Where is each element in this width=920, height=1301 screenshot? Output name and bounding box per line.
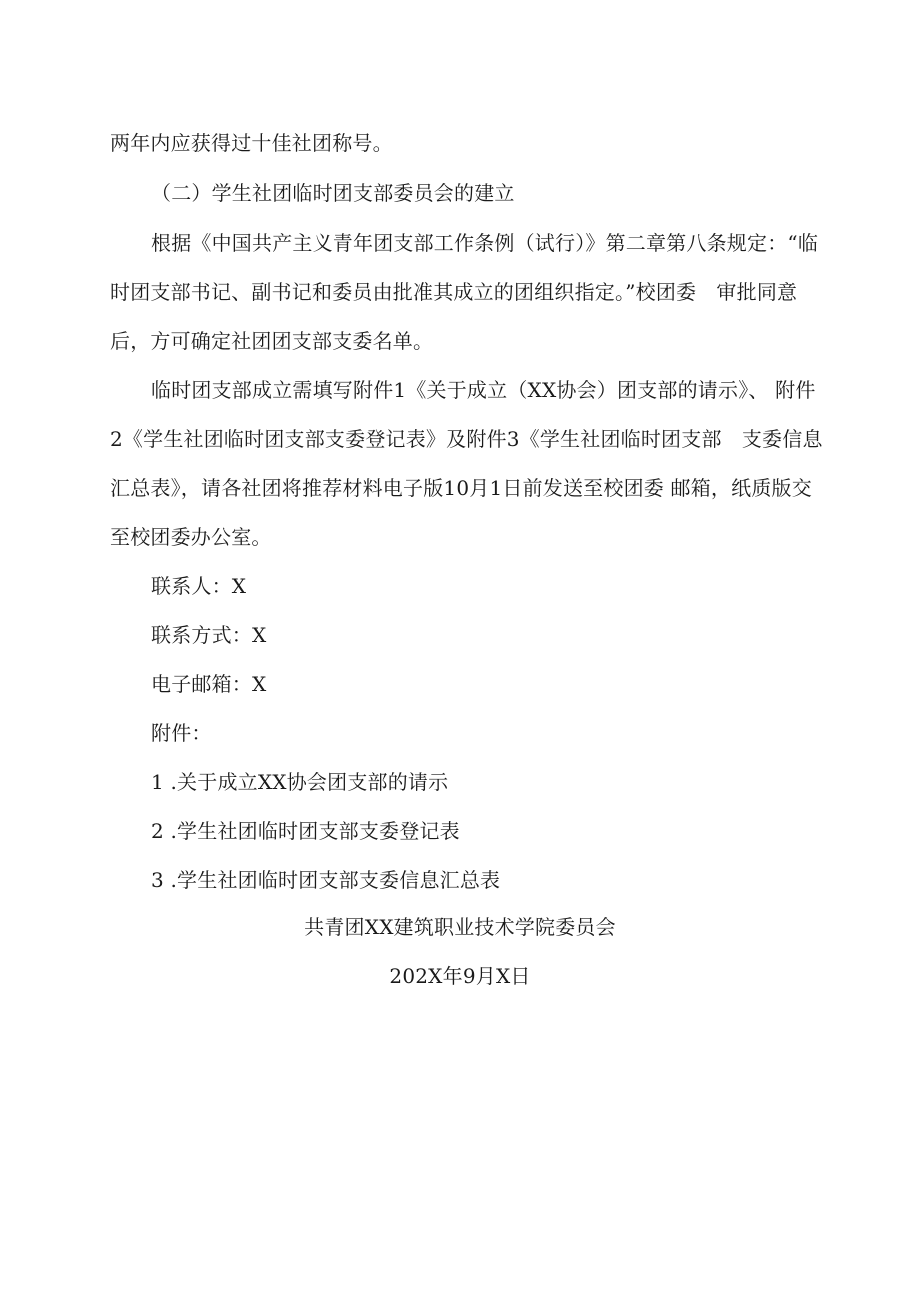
signature-organization: 共青团XX建筑职业技术学院委员会 [304,915,616,939]
paragraph-2-line-4: 至校团委办公室。 [110,525,272,549]
contact-email: 电子邮箱：X [151,672,267,696]
intro-tail-text: 两年内应获得过十佳社团称号。 [110,131,393,155]
signature-date: 202X年9月X日 [389,964,531,988]
paragraph-2-line-2: 2《学生社团临时团支部支委登记表》及附件3《学生社团临时团支部 支委信息 [110,427,823,451]
attachment-item-1: 1 .关于成立XX协会团支部的请示 [151,770,449,794]
paragraph-1-line-3: 后，方可确定社团团支部支委名单。 [110,329,434,353]
section-heading: （二）学生社团临时团支部委员会的建立 [151,181,515,205]
attachments-label: 附件： [151,721,212,745]
attachment-item-3: 3 .学生社团临时团支部支委信息汇总表 [151,868,501,892]
contact-person: 联系人：X [151,574,247,598]
paragraph-1-line-1: 根据《中国共产主义青年团支部工作条例（试行）》第二章第八条规定：“临 [151,231,819,255]
attachment-item-2: 2 .学生社团临时团支部支委登记表 [151,819,460,843]
paragraph-1-line-2: 时团支部书记、副书记和委员由批准其成立的团组织指定。”校团委 审批同意 [110,280,798,304]
contact-method: 联系方式：X [151,623,267,647]
paragraph-2-line-1: 临时团支部成立需填写附件1《关于成立（XX协会）团支部的请示》、 附件 [151,378,816,402]
paragraph-2-line-3: 汇总表》，请各社团将推荐材料电子版10月1日前发送至校团委 邮箱，纸质版交 [110,476,812,500]
